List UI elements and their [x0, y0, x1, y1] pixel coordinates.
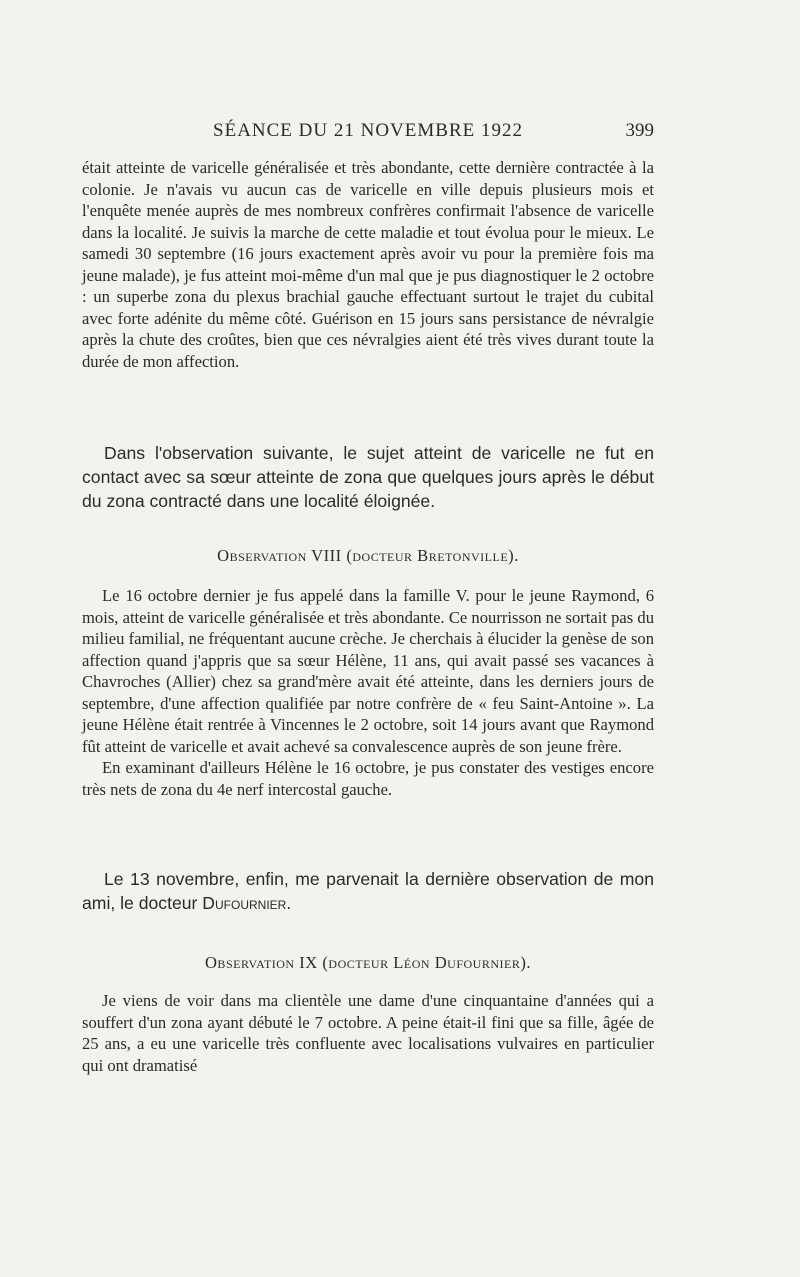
- author-name: Dufournier.: [202, 893, 292, 913]
- page-number: 399: [625, 120, 654, 141]
- body-paragraph: était atteinte de varicelle généralisée et très abondante, cette dernière contractée à la colonie. Je n'avais vu aucun cas de varicelle en ville depuis plusieurs mois et l'enquête menée auprès de mes nombreux confrères confirmait l'absence de varicelle dans la localité. Je suivis la marche de cette maladie et tout évolua pour le mieux. Le samedi 30 septembre (16 jours exactement après avoir vu pour la première fois ma jeune malade), je fus atteint moi-même d'un mal que je pus diagnostiquer le 2 octobre : un superbe zona du plexus brachial gauche effectuant surtout le trajet du cubital avec forte adénite du même côté. Guérison en 15 jours sans persistance de névralgie après la chute des croûtes, bien que ces névralgies aient été très vives durant toute la durée de mon affection.: [82, 158, 654, 371]
- body-paragraph: Dans l'observation suivante, le sujet atteint de varicelle ne fut en contact avec sa sœur atteinte de zona que quelques jours après le début du zona contracté dans une localité éloignée.: [82, 443, 654, 511]
- transition-paragraph: [82, 867, 654, 915]
- observation-title: Observation IX (docteur Léon Dufournier).: [204, 953, 532, 972]
- observation-body: [82, 585, 654, 800]
- observation-title: Observation VIII (docteur Bretonville).: [217, 546, 519, 565]
- observation-body: [82, 990, 654, 1076]
- body-paragraph: En examinant d'ailleurs Hélène le 16 octobre, je pus constater des vestiges encore très nets de zona du 4e nerf intercostal gauche.: [82, 758, 654, 799]
- running-head: SÉANCE DU 21 NOVEMBRE 1922: [213, 120, 523, 141]
- body-paragraph: Je viens de voir dans ma clientèle une dame d'une cinquantaine d'années qui a souffert d'un zona ayant débuté le 7 octobre. A peine était-il fini que sa fille, âgée de 25 ans, a eu une varicelle très confluente avec localisations vulvaires en particulier qui ont dramatisé: [82, 991, 654, 1075]
- transition-paragraph: [82, 441, 654, 513]
- paragraph-text: Le 13 novembre, enfin, me parvenait la dernière observation de mon ami, le docteur: [82, 869, 654, 913]
- page-header: [82, 120, 654, 150]
- body-paragraph: [82, 867, 654, 915]
- body-paragraph: Le 16 octobre dernier je fus appelé dans la famille V. pour le jeune Raymond, 6 mois, atteint de varicelle généralisée et très abondante. Ce nourrisson ne sortait pas du milieu familial, ne fréquentant aucune crèche. Je cherchais à élucider la genèse de son affection quand j'appris que sa sœur Hélène, 11 ans, qui avait passé ses vacances à Chavroches (Allier) chez sa grand'mère avait été atteinte, dans les derniers jours de septembre, d'une affection qualifiée par notre confrère de « feu Saint-Antoine ». La jeune Hélène était rentrée à Vincennes le 2 octobre, soit 14 jours avant que Raymond fût atteint de varicelle et avait achevé sa convalescence auprès de son jeune frère.: [82, 586, 654, 756]
- paragraph-continuation: [82, 157, 654, 372]
